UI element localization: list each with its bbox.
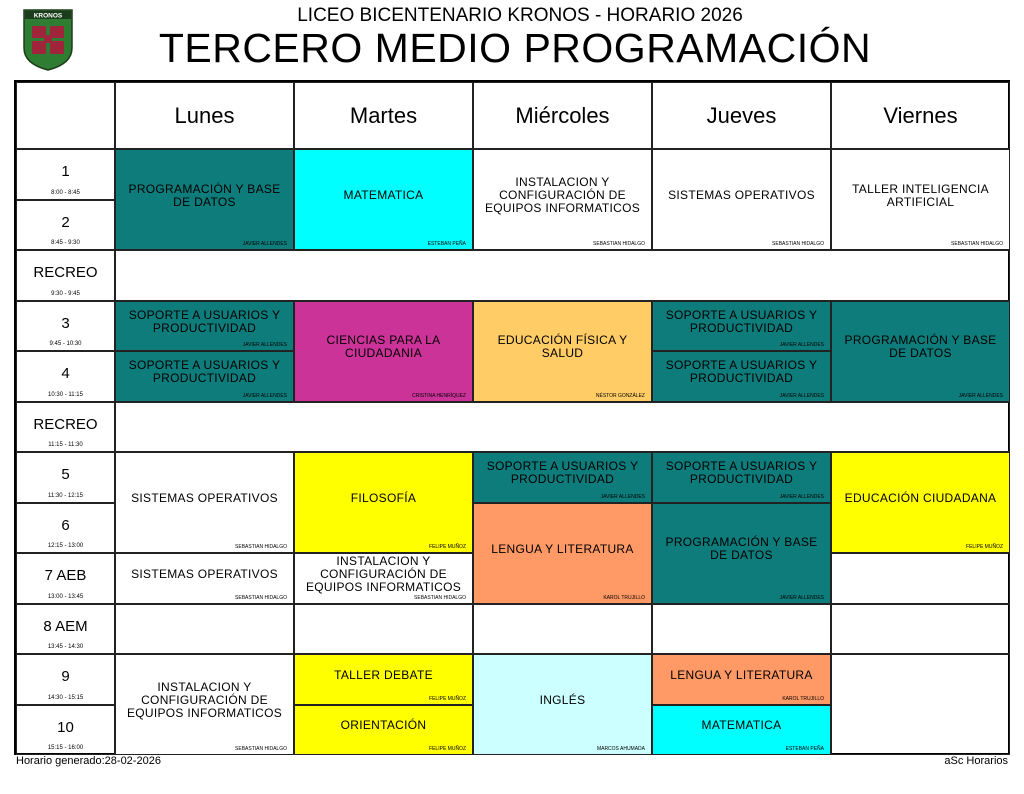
- period-label: [16, 149, 115, 200]
- period-number: RECREO: [33, 415, 98, 433]
- day-header: [115, 82, 294, 149]
- lesson-card[interactable]: [294, 654, 473, 705]
- lesson-subject: SOPORTE A USUARIOS Y PRODUCTIVIDAD: [128, 307, 281, 335]
- lesson-card[interactable]: [473, 301, 652, 402]
- lesson-subject: SISTEMAS OPERATIVOS: [131, 491, 278, 505]
- recess-row: [115, 250, 1010, 301]
- period-number: 4: [61, 365, 70, 382]
- lesson-card[interactable]: [652, 351, 831, 402]
- lesson-card[interactable]: [652, 705, 831, 756]
- lesson-subject: SISTEMAS OPERATIVOS: [131, 566, 278, 581]
- lesson-card[interactable]: [294, 553, 473, 604]
- period-time: 9:45 - 10:30: [49, 341, 82, 347]
- lesson-subject: LENGUA Y LITERATURA: [491, 541, 634, 556]
- lesson-card[interactable]: [115, 452, 294, 553]
- lesson-card[interactable]: [473, 503, 652, 604]
- lesson-teacher: NÉSTOR GONZÁLEZ: [595, 392, 645, 399]
- lesson-teacher: JAVIER ALLENDES: [958, 392, 1003, 399]
- day-label: Jueves: [706, 102, 777, 128]
- day-label: Miércoles: [515, 102, 610, 128]
- period-time: 10:30 - 11:15: [48, 391, 83, 398]
- lesson-card[interactable]: [294, 705, 473, 756]
- lesson-teacher: SEBASTIAN HIDALGO: [593, 241, 645, 247]
- period-time: 13:45 - 14:30: [47, 644, 84, 650]
- period-number: 6: [61, 516, 70, 534]
- period-label: [16, 452, 115, 503]
- period-time: 14:30 - 15:15: [47, 694, 84, 701]
- period-number: 7 AEB: [44, 567, 87, 584]
- period-label: [16, 351, 115, 402]
- lesson-subject: CIENCIAS PARA LA CIUDADANIA: [326, 333, 441, 360]
- lesson-teacher: ESTEBAN PEÑA: [427, 241, 466, 247]
- page-title: TERCERO MEDIO PROGRAMACIÓN: [158, 25, 872, 71]
- lesson-card[interactable]: [831, 149, 1010, 250]
- lesson-card[interactable]: [115, 301, 294, 352]
- lesson-teacher: ESTEBAN PEÑA: [785, 746, 824, 752]
- empty-slot: [652, 604, 831, 655]
- lesson-card[interactable]: [115, 351, 294, 402]
- period-label: [16, 402, 115, 453]
- lesson-teacher: CRISTINA HENRÍQUEZ: [412, 392, 466, 399]
- lesson-subject: EDUCACIÓN CIUDADANA: [844, 491, 997, 505]
- lesson-teacher: KAROL TRUJILLO: [782, 695, 824, 702]
- lesson-subject: FILOSOFÍA: [350, 491, 417, 505]
- day-header: [831, 82, 1010, 149]
- lesson-teacher: FELIPE MUÑOZ: [429, 746, 466, 752]
- lesson-subject: TALLER DEBATE: [334, 667, 433, 682]
- lesson-card[interactable]: [115, 553, 294, 604]
- lesson-subject: PROGRAMACIÓN Y BASE DE DATOS: [128, 181, 281, 209]
- lesson-subject: ORIENTACIÓN: [340, 718, 427, 733]
- period-time: 15:15 - 16:00: [47, 745, 84, 751]
- lesson-teacher: KAROL TRUJILLO: [603, 594, 645, 601]
- lesson-teacher: JAVIER ALLENDES: [779, 594, 824, 601]
- timetable-grid: [14, 80, 1010, 755]
- lesson-card[interactable]: [652, 149, 831, 250]
- lesson-teacher: JAVIER ALLENDES: [600, 493, 645, 500]
- lesson-subject: SOPORTE A USUARIOS Y PRODUCTIVIDAD: [665, 307, 818, 335]
- lesson-subject: PROGRAMACIÓN Y BASE DE DATOS: [844, 333, 997, 360]
- lesson-subject: INSTALACION Y CONFIGURACIÓN DE EQUIPOS INFORMATICOS: [484, 175, 641, 215]
- lesson-subject: LENGUA Y LITERATURA: [670, 667, 813, 682]
- lesson-subject: SOPORTE A USUARIOS Y PRODUCTIVIDAD: [665, 358, 818, 386]
- period-time: 12:15 - 13:00: [47, 543, 84, 549]
- lesson-teacher: SEBASTIAN HIDALGO: [414, 594, 466, 601]
- lesson-subject: PROGRAMACIÓN Y BASE DE DATOS: [665, 535, 818, 562]
- lesson-card[interactable]: [652, 503, 831, 604]
- lesson-subject: INSTALACION Y CONFIGURACIÓN DE EQUIPOS INFORMATICOS: [305, 553, 462, 594]
- lesson-subject: INGLÉS: [539, 693, 586, 707]
- empty-slot: [115, 604, 294, 655]
- lesson-teacher: JAVIER ALLENDES: [779, 493, 824, 500]
- lesson-teacher: JAVIER ALLENDES: [242, 392, 287, 399]
- period-number: 10: [57, 718, 74, 736]
- lesson-card[interactable]: [294, 452, 473, 553]
- lesson-subject: SOPORTE A USUARIOS Y PRODUCTIVIDAD: [486, 459, 639, 487]
- recess-row: [115, 402, 1010, 453]
- empty-slot: [831, 604, 1010, 655]
- lesson-card[interactable]: [294, 149, 473, 250]
- period-label: [16, 250, 115, 301]
- day-header: [294, 82, 473, 149]
- lesson-card[interactable]: [115, 654, 294, 755]
- lesson-teacher: FELIPE MUÑOZ: [429, 544, 466, 550]
- day-header: [652, 82, 831, 149]
- lesson-subject: SISTEMAS OPERATIVOS: [668, 188, 815, 202]
- period-number: 1: [61, 163, 70, 180]
- lesson-card[interactable]: [115, 149, 294, 250]
- lesson-subject: SOPORTE A USUARIOS Y PRODUCTIVIDAD: [665, 459, 818, 487]
- day-label: Viernes: [883, 102, 958, 128]
- lesson-card[interactable]: [831, 452, 1010, 553]
- period-time: 9:30 - 9:45: [51, 290, 80, 297]
- lesson-card[interactable]: [652, 452, 831, 503]
- empty-slot: [831, 553, 1010, 604]
- empty-slot: [831, 654, 1010, 755]
- period-number: 8 AEM: [43, 617, 88, 635]
- lesson-teacher: FELIPE MUÑOZ: [429, 695, 466, 702]
- lesson-teacher: JAVIER ALLENDES: [242, 241, 287, 247]
- lesson-subject: MATEMATICA: [701, 718, 782, 733]
- period-time: 13:00 - 13:45: [47, 593, 84, 600]
- period-number: 9: [61, 668, 70, 685]
- lesson-subject: TALLER INTELIGENCIA ARTIFICIAL: [852, 181, 989, 209]
- period-number: 2: [61, 213, 70, 231]
- header-corner: [16, 82, 115, 149]
- lesson-teacher: JAVIER ALLENDES: [779, 392, 824, 399]
- period-time: 11:30 - 12:15: [48, 492, 83, 499]
- lesson-card[interactable]: [652, 301, 831, 352]
- empty-slot: [294, 604, 473, 655]
- day-header: [473, 82, 652, 149]
- period-label: [16, 503, 115, 554]
- period-label: [16, 654, 115, 705]
- lesson-card[interactable]: [294, 301, 473, 402]
- lesson-teacher: SEBASTIAN HIDALGO: [951, 241, 1003, 247]
- period-label: [16, 200, 115, 251]
- empty-slot: [473, 604, 652, 655]
- logo-text: KRONOS: [33, 12, 63, 20]
- period-label: [16, 705, 115, 756]
- lesson-subject: MATEMATICA: [343, 188, 424, 202]
- lesson-teacher: SEBASTIAN HIDALGO: [235, 594, 287, 601]
- lesson-card[interactable]: [473, 654, 652, 755]
- period-time: 11:15 - 11:30: [48, 442, 83, 448]
- period-number: RECREO: [33, 264, 98, 281]
- lesson-card[interactable]: [473, 149, 652, 250]
- day-label: Martes: [349, 102, 418, 128]
- lesson-teacher: FELIPE MUÑOZ: [966, 544, 1003, 550]
- period-time: 8:00 - 8:45: [51, 189, 80, 196]
- day-label: Lunes: [174, 102, 235, 128]
- lesson-teacher: MARCOS AHUMADA: [596, 746, 645, 752]
- period-number: 3: [61, 314, 70, 332]
- lesson-teacher: JAVIER ALLENDES: [242, 342, 287, 348]
- brand-label: aSc Horarios: [944, 755, 1008, 767]
- lesson-teacher: JAVIER ALLENDES: [779, 342, 824, 348]
- period-number: 5: [61, 466, 70, 483]
- period-time: 8:45 - 9:30: [51, 240, 80, 246]
- lesson-card[interactable]: [473, 452, 652, 503]
- school-name: LICEO BICENTENARIO KRONOS - HORARIO 2026: [297, 5, 743, 26]
- period-label: [16, 604, 115, 655]
- generated-date: Horario generado:28-02-2026: [16, 755, 161, 767]
- lesson-teacher: SEBASTIAN HIDALGO: [235, 746, 287, 752]
- lesson-subject: EDUCACIÓN FÍSICA Y SALUD: [497, 333, 628, 360]
- lesson-teacher: SEBASTIAN HIDALGO: [772, 241, 824, 247]
- lesson-card[interactable]: [831, 301, 1010, 402]
- period-label: [16, 553, 115, 604]
- lesson-subject: INSTALACION Y CONFIGURACIÓN DE EQUIPOS INFORMATICOS: [126, 680, 283, 720]
- lesson-card[interactable]: [652, 654, 831, 705]
- lesson-teacher: SEBASTIAN HIDALGO: [235, 544, 287, 550]
- period-label: [16, 301, 115, 352]
- lesson-subject: SOPORTE A USUARIOS Y PRODUCTIVIDAD: [128, 358, 281, 386]
